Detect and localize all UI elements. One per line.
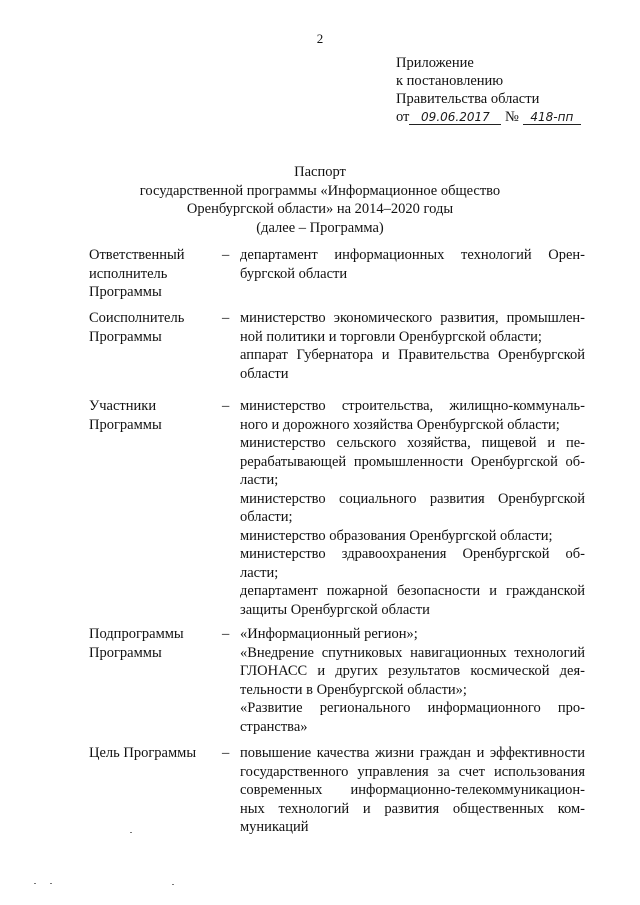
value-line: «Информационный регион»; [240,626,418,642]
value-line: области [240,365,289,382]
scan-speck [50,883,52,884]
scan-speck [34,883,36,884]
row-label [89,625,219,662]
appendix-header [396,54,581,126]
row-label [89,309,219,346]
value-line: тельности в Оренбургской области»; [240,681,467,698]
title-line: Паспорт [294,164,346,180]
value-line: области; [240,509,293,525]
value-line: министерство экономического развития, промышлен- [240,310,585,326]
row-value [240,744,585,837]
value-line: министерство строительства, жилищно-коммуналь- [240,398,585,414]
row-value [240,246,585,283]
label-line: Подпрограммы [89,626,184,642]
row-label [89,397,219,434]
row-label [89,246,219,302]
appendix-line: Правительства области [396,91,540,107]
handwritten-date: 09.06.2017 [409,110,501,125]
value-line: бургской области [240,265,348,282]
scan-speck [130,832,132,833]
value-line: «Развитие регионального информационного про- [240,700,585,716]
document-title [0,163,640,237]
value-line: департамент пожарной безопасности и гражданской [240,583,585,599]
value-line: странства» [240,718,308,735]
label-line: Соисполнитель [89,310,185,326]
scan-speck [172,884,174,885]
title-line: (далее – Программа) [256,219,384,236]
handwritten-number: 418-пп [523,110,581,125]
value-line: департамент информационных технологий Орен- [240,247,585,263]
title-line: государственной программы «Информационное общество [139,182,501,199]
appendix-line: Приложение [396,55,474,71]
row-dash: – [222,310,230,326]
value-line: министерство здравоохранения Оренбургской об- [240,546,585,562]
value-line: аппарат Губернатора и Правительства Оренбургской [240,347,585,363]
value-line: министерство образования Оренбургской области; [240,527,553,544]
row-label [89,744,219,763]
label-line: Программы [89,328,162,345]
label-line: Ответственный [89,247,185,263]
value-line: муникаций [240,819,309,835]
value-line: рерабатывающей промышленности Оренбургской об- [240,453,585,470]
row-dash: – [222,626,230,642]
decree-reference [396,108,581,126]
value-line: министерство сельского хозяйства, пищевой и пе- [240,435,585,451]
row-value [240,625,585,736]
value-line: «Внедрение спутниковых навигационных технологий [240,644,585,661]
appendix-line: к постановлению [396,73,504,89]
from-prefix: от [396,109,410,125]
value-line: ГЛОНАСС и других результатов космической дея- [240,663,585,679]
value-line: ной политики и торговли Оренбургской области; [240,328,542,345]
label-line: Программы [89,416,162,433]
number-sign: № [505,109,519,125]
page-number: 2 [316,31,324,46]
value-line: повышение качества жизни граждан и эффективности [240,745,585,761]
value-line: министерство социального развития Оренбургской [240,490,585,507]
label-line: Цель Программы [89,745,197,761]
row-value [240,309,585,383]
value-line: государственного управления за счет использования [240,763,585,780]
label-line: Участники [89,398,157,414]
label-line: исполнитель [89,265,168,282]
row-dash: – [222,398,230,414]
value-line: ного и дорожного хозяйства Оренбургской области; [240,416,560,433]
row-value [240,397,585,619]
row-dash: – [222,745,230,761]
label-line: Программы [89,644,162,661]
value-line: ных технологий и развития общественных ком- [240,800,585,817]
value-line: ласти; [240,472,279,488]
title-line: Оренбургской области» на 2014–2020 годы [186,201,454,217]
label-line: Программы [89,284,162,300]
value-line: ласти; [240,564,279,581]
value-line: защиты Оренбургской области [240,601,430,618]
row-dash: – [222,247,230,263]
value-line: современных информационно-телекоммуникацион- [240,782,585,798]
